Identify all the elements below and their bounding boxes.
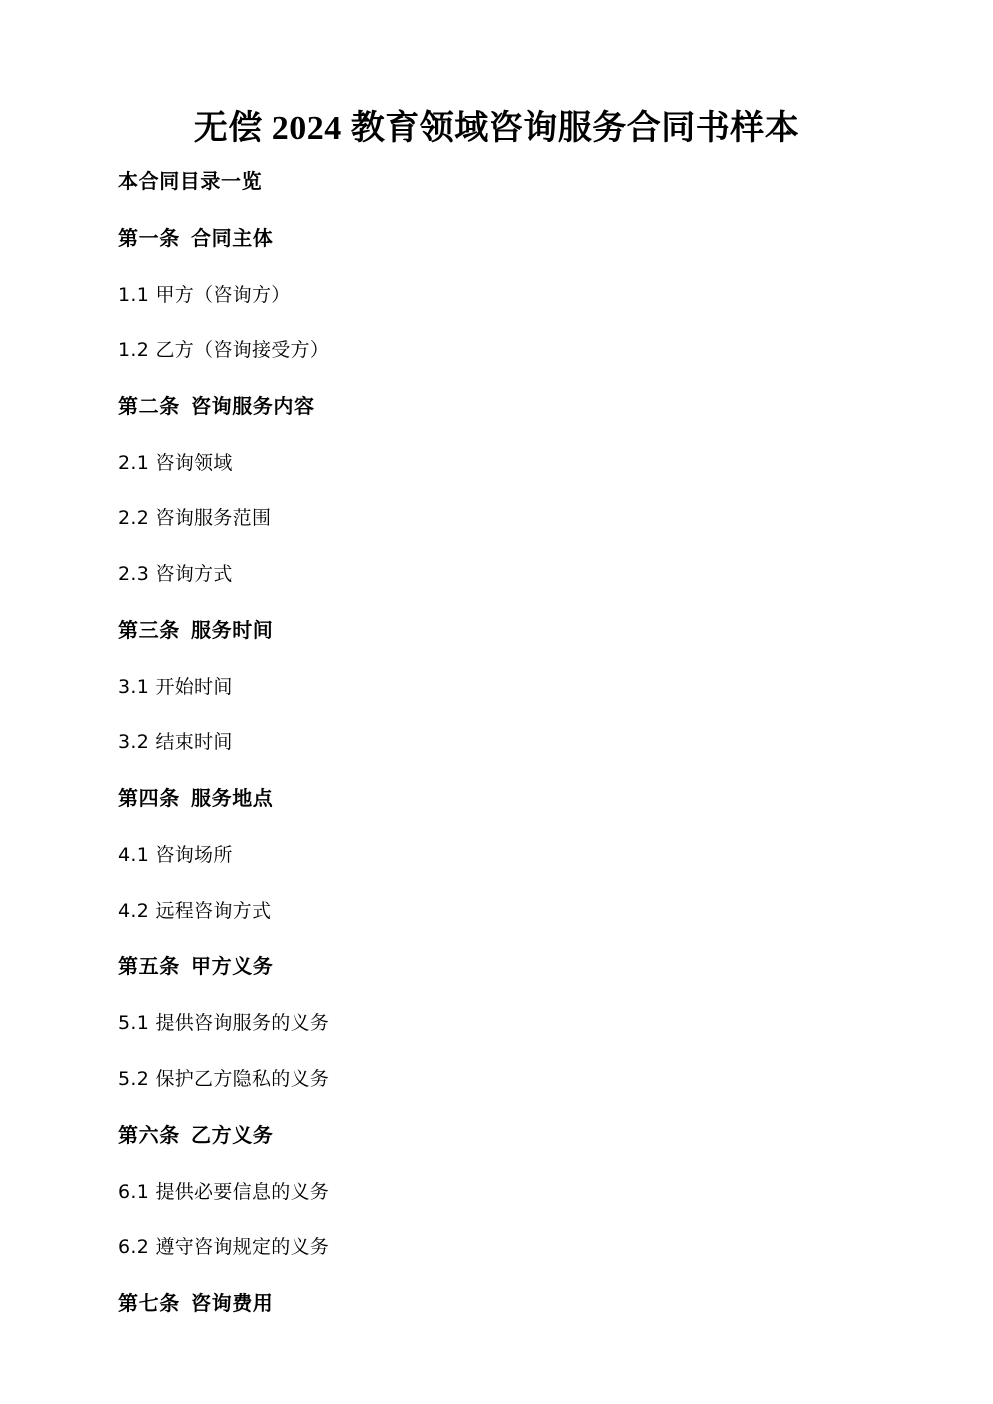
toc-item: 3.2 结束时间 — [118, 731, 233, 754]
toc-section-heading: 第四条 服务地点 — [118, 787, 274, 810]
toc-section-heading: 第六条 乙方义务 — [118, 1124, 274, 1147]
toc-label: 本合同目录一览 — [118, 170, 263, 193]
toc-section-heading: 第五条 甲方义务 — [118, 956, 274, 979]
toc-section-heading: 第二条 咨询服务内容 — [118, 395, 315, 418]
toc-section-heading: 第一条 合同主体 — [118, 227, 274, 250]
toc-list — [118, 226, 897, 1318]
toc-item: 1.1 甲方（咨询方） — [118, 283, 291, 306]
toc-item: 4.1 咨询场所 — [118, 843, 233, 866]
toc-item: 2.3 咨询方式 — [118, 563, 233, 586]
toc-item: 1.2 乙方（咨询接受方） — [118, 339, 330, 362]
toc-item: 2.2 咨询服务范围 — [118, 507, 272, 530]
toc-item: 3.1 开始时间 — [118, 675, 233, 698]
toc-item: 6.2 遵守咨询规定的义务 — [118, 1236, 330, 1259]
page-title: 无偿 2024 教育领域咨询服务合同书样本 — [193, 110, 800, 147]
toc-section-heading: 第三条 服务时间 — [118, 619, 274, 642]
toc-item: 5.1 提供咨询服务的义务 — [118, 1012, 330, 1035]
toc-item: 6.1 提供必要信息的义务 — [118, 1180, 330, 1203]
toc-item: 5.2 保护乙方隐私的义务 — [118, 1067, 330, 1090]
document-body — [96, 169, 897, 1318]
toc-item: 2.1 咨询领域 — [118, 451, 233, 474]
toc-item: 4.2 远程咨询方式 — [118, 899, 272, 922]
toc-section-heading: 第七条 咨询费用 — [118, 1292, 274, 1315]
